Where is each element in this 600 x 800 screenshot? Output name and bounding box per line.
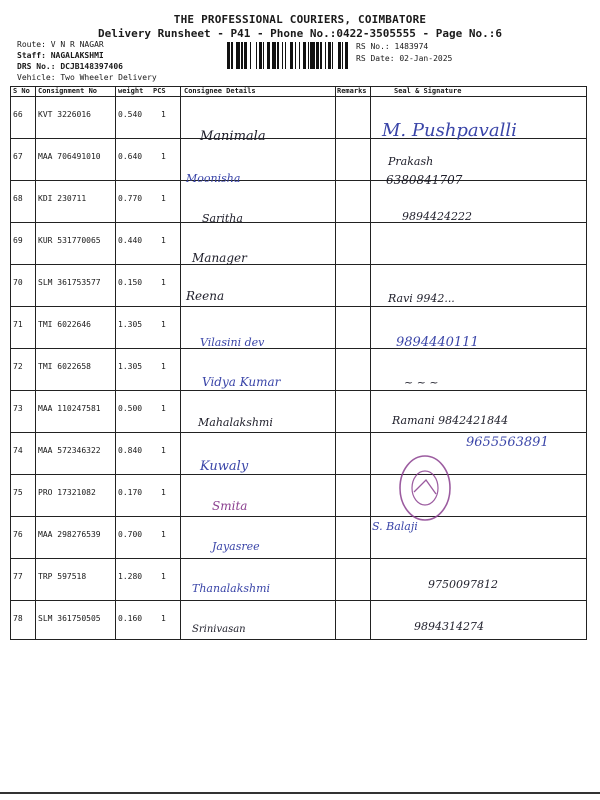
rs-number: RS No.: 1483974: [356, 42, 429, 51]
weight-cell: 0.540: [118, 110, 143, 119]
rs-date: RS Date: 02-Jan-2025: [356, 54, 453, 63]
sno-cell: 78: [13, 614, 23, 623]
company-name: THE PROFESSIONAL COURIERS, COIMBATORE: [173, 13, 427, 26]
staff-label: Staff: NAGALAKSHMI: [17, 51, 104, 60]
sno-cell: 68: [13, 194, 23, 203]
col-header-sno: S No: [13, 87, 30, 95]
col-header-consignment: Consignment No: [38, 87, 98, 95]
signature: 9894440111: [396, 335, 479, 350]
col-header-signature: Seal & Signature: [394, 87, 462, 95]
page-bottom-border: [0, 792, 600, 794]
signature: Ramani 9842421844: [392, 414, 509, 427]
sno-cell: 70: [13, 278, 23, 287]
consignment-cell: TRP 597518: [38, 572, 87, 581]
consignment-cell: MAA 110247581: [38, 404, 101, 413]
consignee-signature: Reena: [186, 289, 225, 303]
signature: ~ ~ ~: [404, 376, 439, 389]
runsheet-subtitle: Delivery Runsheet - P41 - Phone No.:0422-3505555 - Page No.:6: [98, 27, 502, 40]
pcs-cell: 1: [161, 404, 166, 413]
pcs-cell: 1: [161, 362, 166, 371]
sno-cell: 71: [13, 320, 23, 329]
pcs-cell: 1: [161, 194, 166, 203]
pcs-cell: 1: [161, 530, 166, 539]
col-header-consignee: Consignee Details: [184, 87, 256, 95]
vehicle-label: Vehicle: Two Wheeler Delivery: [17, 73, 157, 82]
pcs-cell: 1: [161, 446, 166, 455]
consignment-cell: SLM 361753577: [38, 278, 101, 287]
consignee-signature: Srinivasan: [192, 624, 246, 635]
pcs-cell: 1: [161, 488, 166, 497]
consignment-cell: PRO 17321082: [38, 488, 96, 497]
consignee-signature: Jayasree: [212, 540, 260, 553]
signature: 9894314274: [414, 620, 484, 633]
pcs-cell: 1: [161, 236, 166, 245]
consignment-cell: MAA 572346322: [38, 446, 101, 455]
col-header-pcs: PCS: [153, 87, 166, 95]
consignment-cell: KDI 230711: [38, 194, 87, 203]
consignee-signature: Manager: [192, 251, 247, 265]
sno-cell: 76: [13, 530, 23, 539]
signature: S. Balaji: [372, 520, 418, 533]
weight-cell: 0.640: [118, 152, 143, 161]
weight-cell: 0.700: [118, 530, 143, 539]
consignee-signature: Kuwaly: [200, 459, 249, 474]
consignee-signature: Thanalakshmi: [192, 582, 271, 595]
signature: 9655563891: [466, 435, 549, 450]
consignment-cell: TMI 6022646: [38, 320, 91, 329]
consignee-signature: Mahalakshmi: [198, 416, 273, 429]
consignee-signature: Smita: [212, 499, 248, 513]
sno-cell: 75: [13, 488, 23, 497]
sno-cell: 77: [13, 572, 23, 581]
drs-number: DRS No.: DCJB148397406: [17, 62, 123, 71]
signature: Ravi 9942...: [388, 292, 455, 305]
sno-cell: 72: [13, 362, 23, 371]
consignee-signature: Vidya Kumar: [202, 375, 281, 389]
consignment-cell: MAA 706491010: [38, 152, 101, 161]
weight-cell: 1.305: [118, 320, 143, 329]
consignee-signature: Vilasini dev: [200, 336, 265, 349]
sno-cell: 74: [13, 446, 23, 455]
weight-cell: 0.160: [118, 614, 143, 623]
pcs-cell: 1: [161, 278, 166, 287]
weight-cell: 0.500: [118, 404, 143, 413]
consignment-cell: KVT 3226016: [38, 110, 91, 119]
weight-cell: 0.840: [118, 446, 143, 455]
consignee-signature: Saritha: [202, 212, 243, 225]
signature: Prakash: [388, 155, 434, 168]
route-label: Route: V N R NAGAR: [17, 40, 104, 49]
pcs-cell: 1: [161, 614, 166, 623]
signature: 9894424222: [402, 210, 472, 223]
signature: 6380841707: [386, 173, 463, 187]
pcs-cell: 1: [161, 152, 166, 161]
weight-cell: 1.305: [118, 362, 143, 371]
signature: 9750097812: [428, 578, 498, 591]
pcs-cell: 1: [161, 110, 166, 119]
signature: M. Pushpavalli: [382, 120, 517, 141]
consignee-signature: Manimala: [200, 129, 266, 144]
weight-cell: 1.280: [118, 572, 143, 581]
consignment-cell: TMI 6022658: [38, 362, 91, 371]
weight-cell: 0.170: [118, 488, 143, 497]
col-header-weight: weight: [118, 87, 144, 95]
weight-cell: 0.770: [118, 194, 143, 203]
consignment-cell: MAA 298276539: [38, 530, 101, 539]
weight-cell: 0.150: [118, 278, 143, 287]
pcs-cell: 1: [161, 572, 166, 581]
consignee-signature: Moonisha: [186, 172, 241, 185]
company-stamp: [400, 456, 450, 520]
weight-cell: 0.440: [118, 236, 143, 245]
col-header-remarks: Remarks: [337, 87, 367, 95]
sno-cell: 66: [13, 110, 23, 119]
consignment-cell: KUR 531770065: [38, 236, 101, 245]
pcs-cell: 1: [161, 320, 166, 329]
sno-cell: 73: [13, 404, 23, 413]
sno-cell: 69: [13, 236, 23, 245]
sno-cell: 67: [13, 152, 23, 161]
consignment-cell: SLM 361750505: [38, 614, 101, 623]
